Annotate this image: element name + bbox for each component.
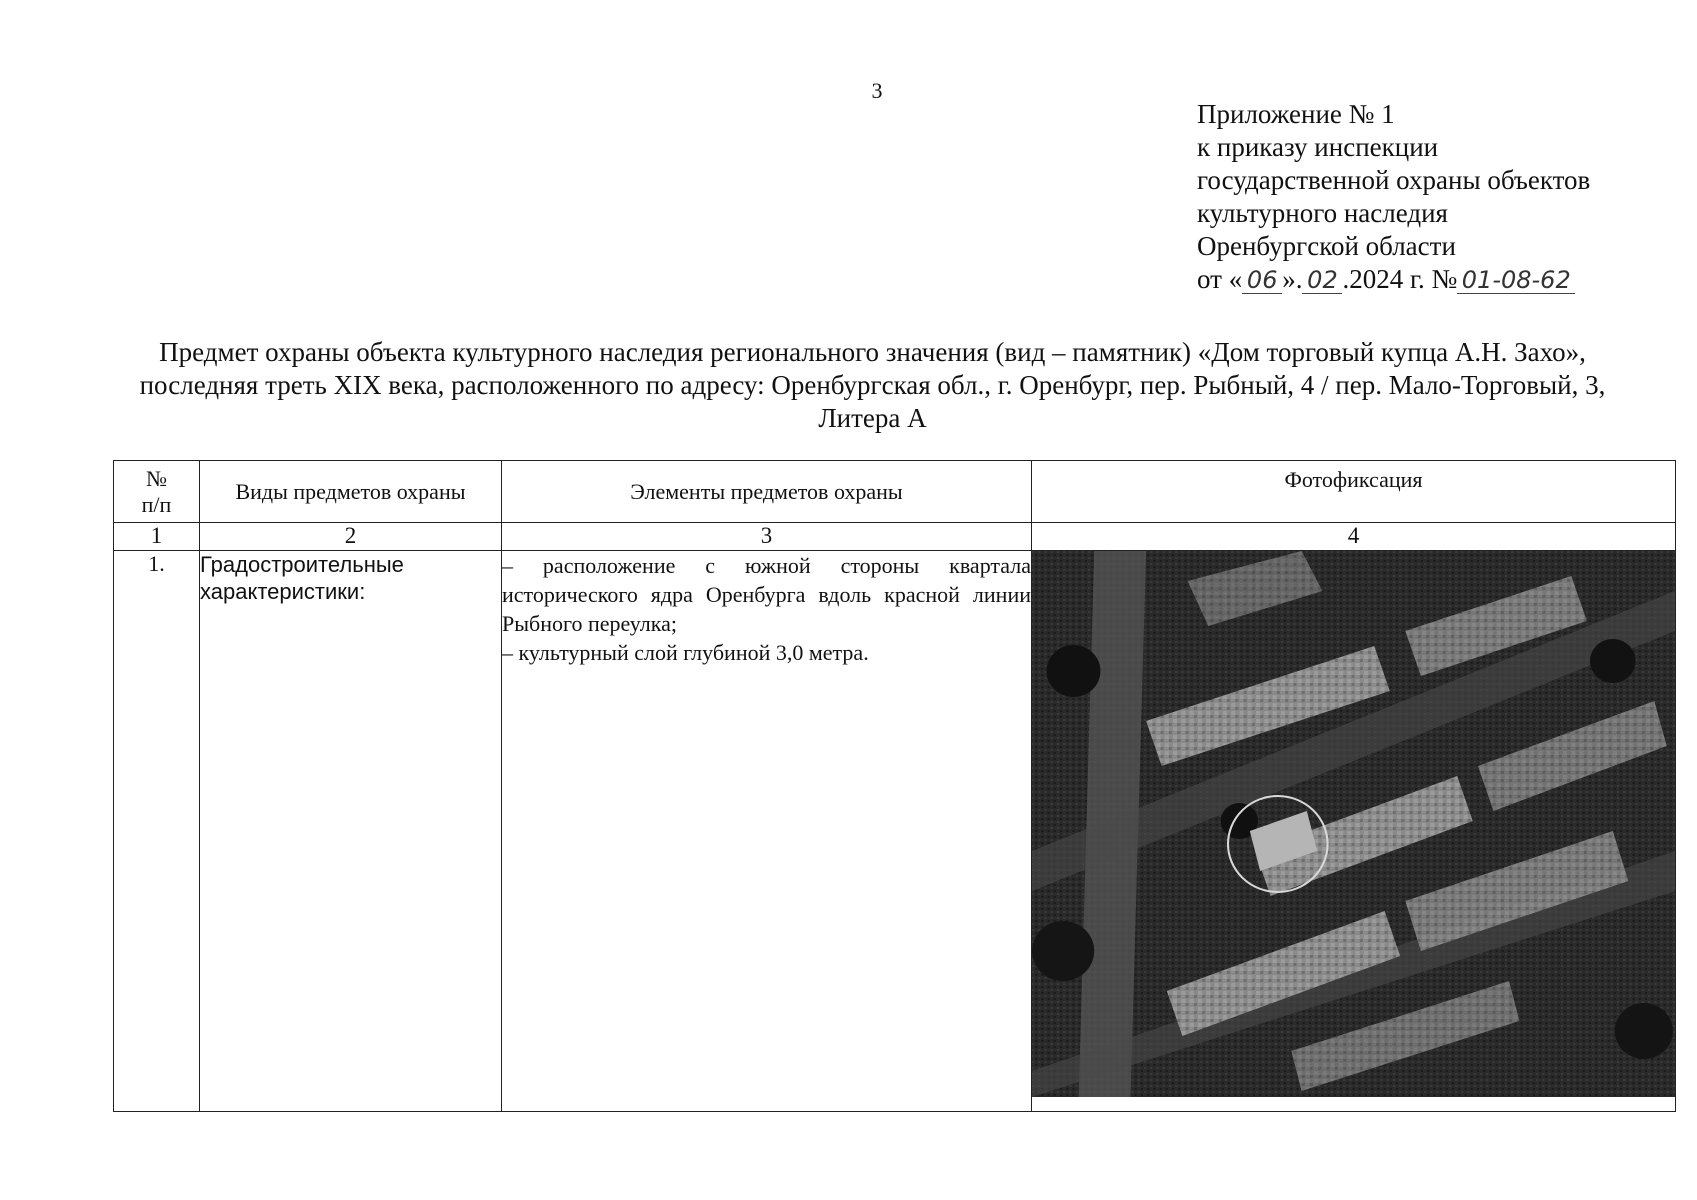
- appendix-line-2: к приказу инспекции: [1197, 132, 1439, 162]
- title-line-2: последняя треть XIX века, расположенного по адресу: Оренбургская обл., г. Оренбург, пер. Рыбный, 4 / пер. Мало-Торговый, 3,: [139, 370, 1606, 400]
- date-separator: ».: [1282, 264, 1303, 294]
- date-year: .2024 г. №: [1342, 264, 1458, 294]
- row-kind: [200, 551, 502, 1112]
- date-prefix: от «: [1197, 264, 1243, 294]
- appendix-line-5: Оренбургской области: [1197, 231, 1456, 261]
- header-number-sub: п/п: [141, 491, 172, 517]
- document-title: [70, 336, 1675, 435]
- handwritten-month: 02: [1302, 267, 1342, 294]
- row-element-2: – культурный слой глубиной 3,0 метра.: [502, 640, 869, 665]
- column-number: 2: [200, 523, 502, 551]
- appendix-date-line: [1197, 263, 1667, 296]
- column-number: 4: [1032, 523, 1676, 551]
- table-row: [114, 551, 1676, 1112]
- row-number: 1.: [114, 551, 200, 1112]
- column-number-row: [114, 523, 1676, 551]
- title-line-1: Предмет охраны объекта культурного наследия регионального значения (вид – памятник) «Дом торговый купца А.Н. Захо»,: [159, 337, 1586, 367]
- row-kind-line-2: характеристики:: [200, 579, 366, 604]
- column-number: 1: [114, 523, 200, 551]
- appendix-line-3: государственной охраны объектов: [1197, 165, 1591, 195]
- appendix-header: [1197, 98, 1667, 296]
- title-line-3: Литера А: [818, 403, 927, 433]
- header-number-sign: №: [146, 465, 167, 491]
- header-photo: Фотофиксация: [1032, 461, 1676, 523]
- row-elements: [502, 551, 1032, 1112]
- aerial-photo: [1032, 551, 1675, 1097]
- appendix-line-4: культурного наследия: [1197, 198, 1448, 228]
- row-element-1: – расположение с южной стороны квартала исторического ядра Оренбурга вдоль красной линии Рыбного переулка;: [502, 553, 1031, 636]
- header-kinds: Виды предметов охраны: [200, 461, 502, 523]
- protection-table: [113, 460, 1676, 1112]
- row-kind-line-1: Градостроительные: [200, 552, 404, 577]
- column-number: 3: [502, 523, 1032, 551]
- page-number: 3: [871, 78, 883, 103]
- header-number: [114, 461, 200, 523]
- table-header-row: [114, 461, 1676, 523]
- handwritten-order-number: 01-08-62: [1457, 267, 1575, 294]
- appendix-title: Приложение № 1: [1197, 99, 1395, 129]
- row-photo-cell: [1032, 551, 1676, 1112]
- header-elements: Элементы предметов охраны: [502, 461, 1032, 523]
- handwritten-day: 06: [1242, 267, 1282, 294]
